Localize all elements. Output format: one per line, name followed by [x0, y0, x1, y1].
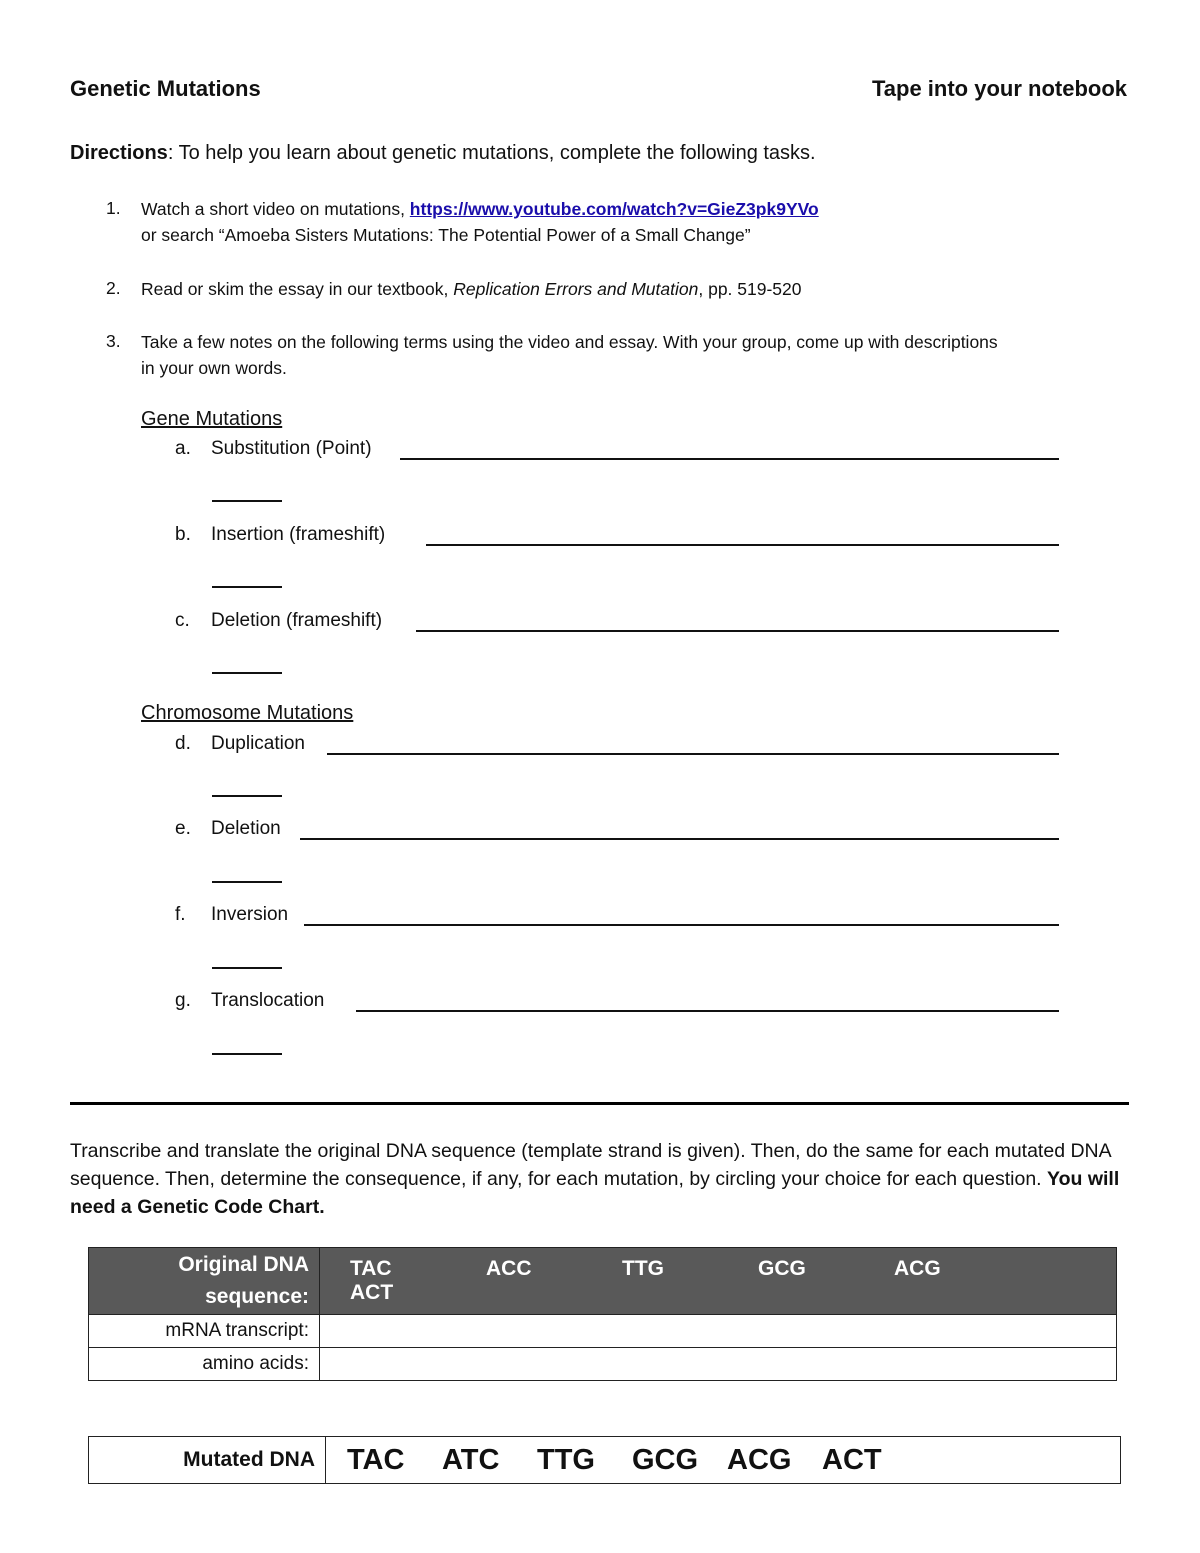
task-2-text: Read or skim the essay in our textbook, — [141, 279, 454, 299]
codon: ACC — [486, 1257, 532, 1280]
video-link[interactable]: https://www.youtube.com/watch?v=GieZ3pk9YVo — [409, 199, 819, 219]
page-title: Genetic Mutations — [70, 76, 261, 101]
header-label-line: sequence: — [205, 1285, 309, 1308]
task-2 — [141, 276, 802, 302]
header-label-line: Original DNA — [178, 1253, 309, 1276]
directions-label: Directions — [70, 142, 168, 164]
codon: ACG — [894, 1257, 941, 1280]
translation-instructions — [70, 1137, 1130, 1221]
term-letter: b. — [175, 524, 191, 545]
task-1 — [141, 196, 819, 248]
task-1-text: Watch a short video on mutations, — [141, 199, 410, 219]
answer-line-continuation[interactable] — [212, 586, 282, 588]
codon: ACT — [350, 1281, 394, 1304]
chromosome-mutations-heading: Chromosome Mutations — [141, 702, 354, 724]
mutated-codon: TAC — [347, 1443, 405, 1476]
mutated-codon-cell — [326, 1437, 1121, 1484]
original-dna-table — [88, 1247, 1117, 1381]
task-1-search-text: or search “Amoeba Sisters Mutations: The Potential Power of a Small Change” — [141, 225, 751, 245]
task-2-pages: , pp. 519-520 — [698, 279, 802, 299]
term-letter: f. — [175, 904, 186, 925]
amino-acids-answer-cell[interactable] — [320, 1348, 1117, 1381]
essay-title: Replication Errors and Mutation — [453, 279, 699, 299]
term-letter: c. — [175, 610, 190, 631]
term-label: Duplication — [211, 733, 305, 754]
answer-line[interactable] — [416, 630, 1059, 632]
gene-mutations-heading: Gene Mutations — [141, 408, 283, 430]
answer-line[interactable] — [356, 1010, 1059, 1012]
mrna-label: mRNA transcript: — [89, 1315, 320, 1348]
term-letter: d. — [175, 733, 191, 754]
answer-line-continuation[interactable] — [212, 1053, 282, 1055]
answer-line-continuation[interactable] — [212, 500, 282, 502]
codon-cell — [320, 1248, 1117, 1315]
term-letter: a. — [175, 438, 191, 459]
answer-line[interactable] — [304, 924, 1059, 926]
task-3-line1: Take a few notes on the following terms using the video and essay. With your group, come up with descriptions — [141, 332, 998, 352]
term-label: Inversion — [211, 904, 289, 925]
task-number: 2. — [106, 278, 121, 298]
term-letter: g. — [175, 990, 191, 1011]
original-dna-label — [89, 1248, 320, 1315]
answer-line[interactable] — [327, 753, 1059, 755]
mutated-codon: ACG — [727, 1443, 792, 1476]
term-label: Substitution (Point) — [211, 438, 372, 459]
task-3 — [141, 329, 998, 381]
table-row — [89, 1315, 1117, 1348]
table-row — [89, 1248, 1117, 1315]
instructions-bold: You will need a Genetic Code Chart. — [70, 1168, 1120, 1218]
codon: TAC — [350, 1257, 392, 1280]
answer-line[interactable] — [300, 838, 1059, 840]
mutated-codon: GCG — [632, 1443, 699, 1476]
table-row — [89, 1348, 1117, 1381]
directions — [70, 142, 816, 165]
directions-text: : To help you learn about genetic mutations, complete the following tasks. — [167, 142, 816, 164]
answer-line[interactable] — [400, 458, 1059, 460]
answer-line-continuation[interactable] — [212, 795, 282, 797]
codon: TTG — [622, 1257, 664, 1280]
notebook-note: Tape into your notebook — [871, 76, 1127, 101]
term-label: Deletion (frameshift) — [211, 610, 383, 631]
answer-line-continuation[interactable] — [212, 967, 282, 969]
answer-line[interactable] — [426, 544, 1059, 546]
instructions-text: Transcribe and translate the original DNA sequence (template strand is given). Then, do the same for each mutated DNA sequence. Then, determine the consequence, if any, for each mutation, by circling your choice for each question. — [70, 1140, 1111, 1190]
mrna-answer-cell[interactable] — [320, 1315, 1117, 1348]
term-label: Insertion (frameshift) — [211, 524, 386, 545]
term-letter: e. — [175, 818, 191, 839]
mutated-dna-label: Mutated DNA — [89, 1437, 326, 1484]
answer-line-continuation[interactable] — [212, 881, 282, 883]
codon: GCG — [758, 1257, 806, 1280]
mutated-codon: ACT — [822, 1443, 882, 1476]
task-3-line2: in your own words. — [141, 358, 287, 378]
table-row — [89, 1437, 1121, 1484]
term-label: Translocation — [211, 990, 325, 1011]
mutated-dna-table — [88, 1436, 1121, 1484]
task-number: 3. — [106, 331, 121, 351]
section-divider — [70, 1102, 1129, 1105]
amino-acids-label: amino acids: — [89, 1348, 320, 1381]
mutated-codon: TTG — [537, 1443, 595, 1476]
task-number: 1. — [106, 198, 121, 218]
mutated-codon: ATC — [442, 1443, 500, 1476]
term-label: Deletion — [211, 818, 281, 839]
answer-line-continuation[interactable] — [212, 672, 282, 674]
